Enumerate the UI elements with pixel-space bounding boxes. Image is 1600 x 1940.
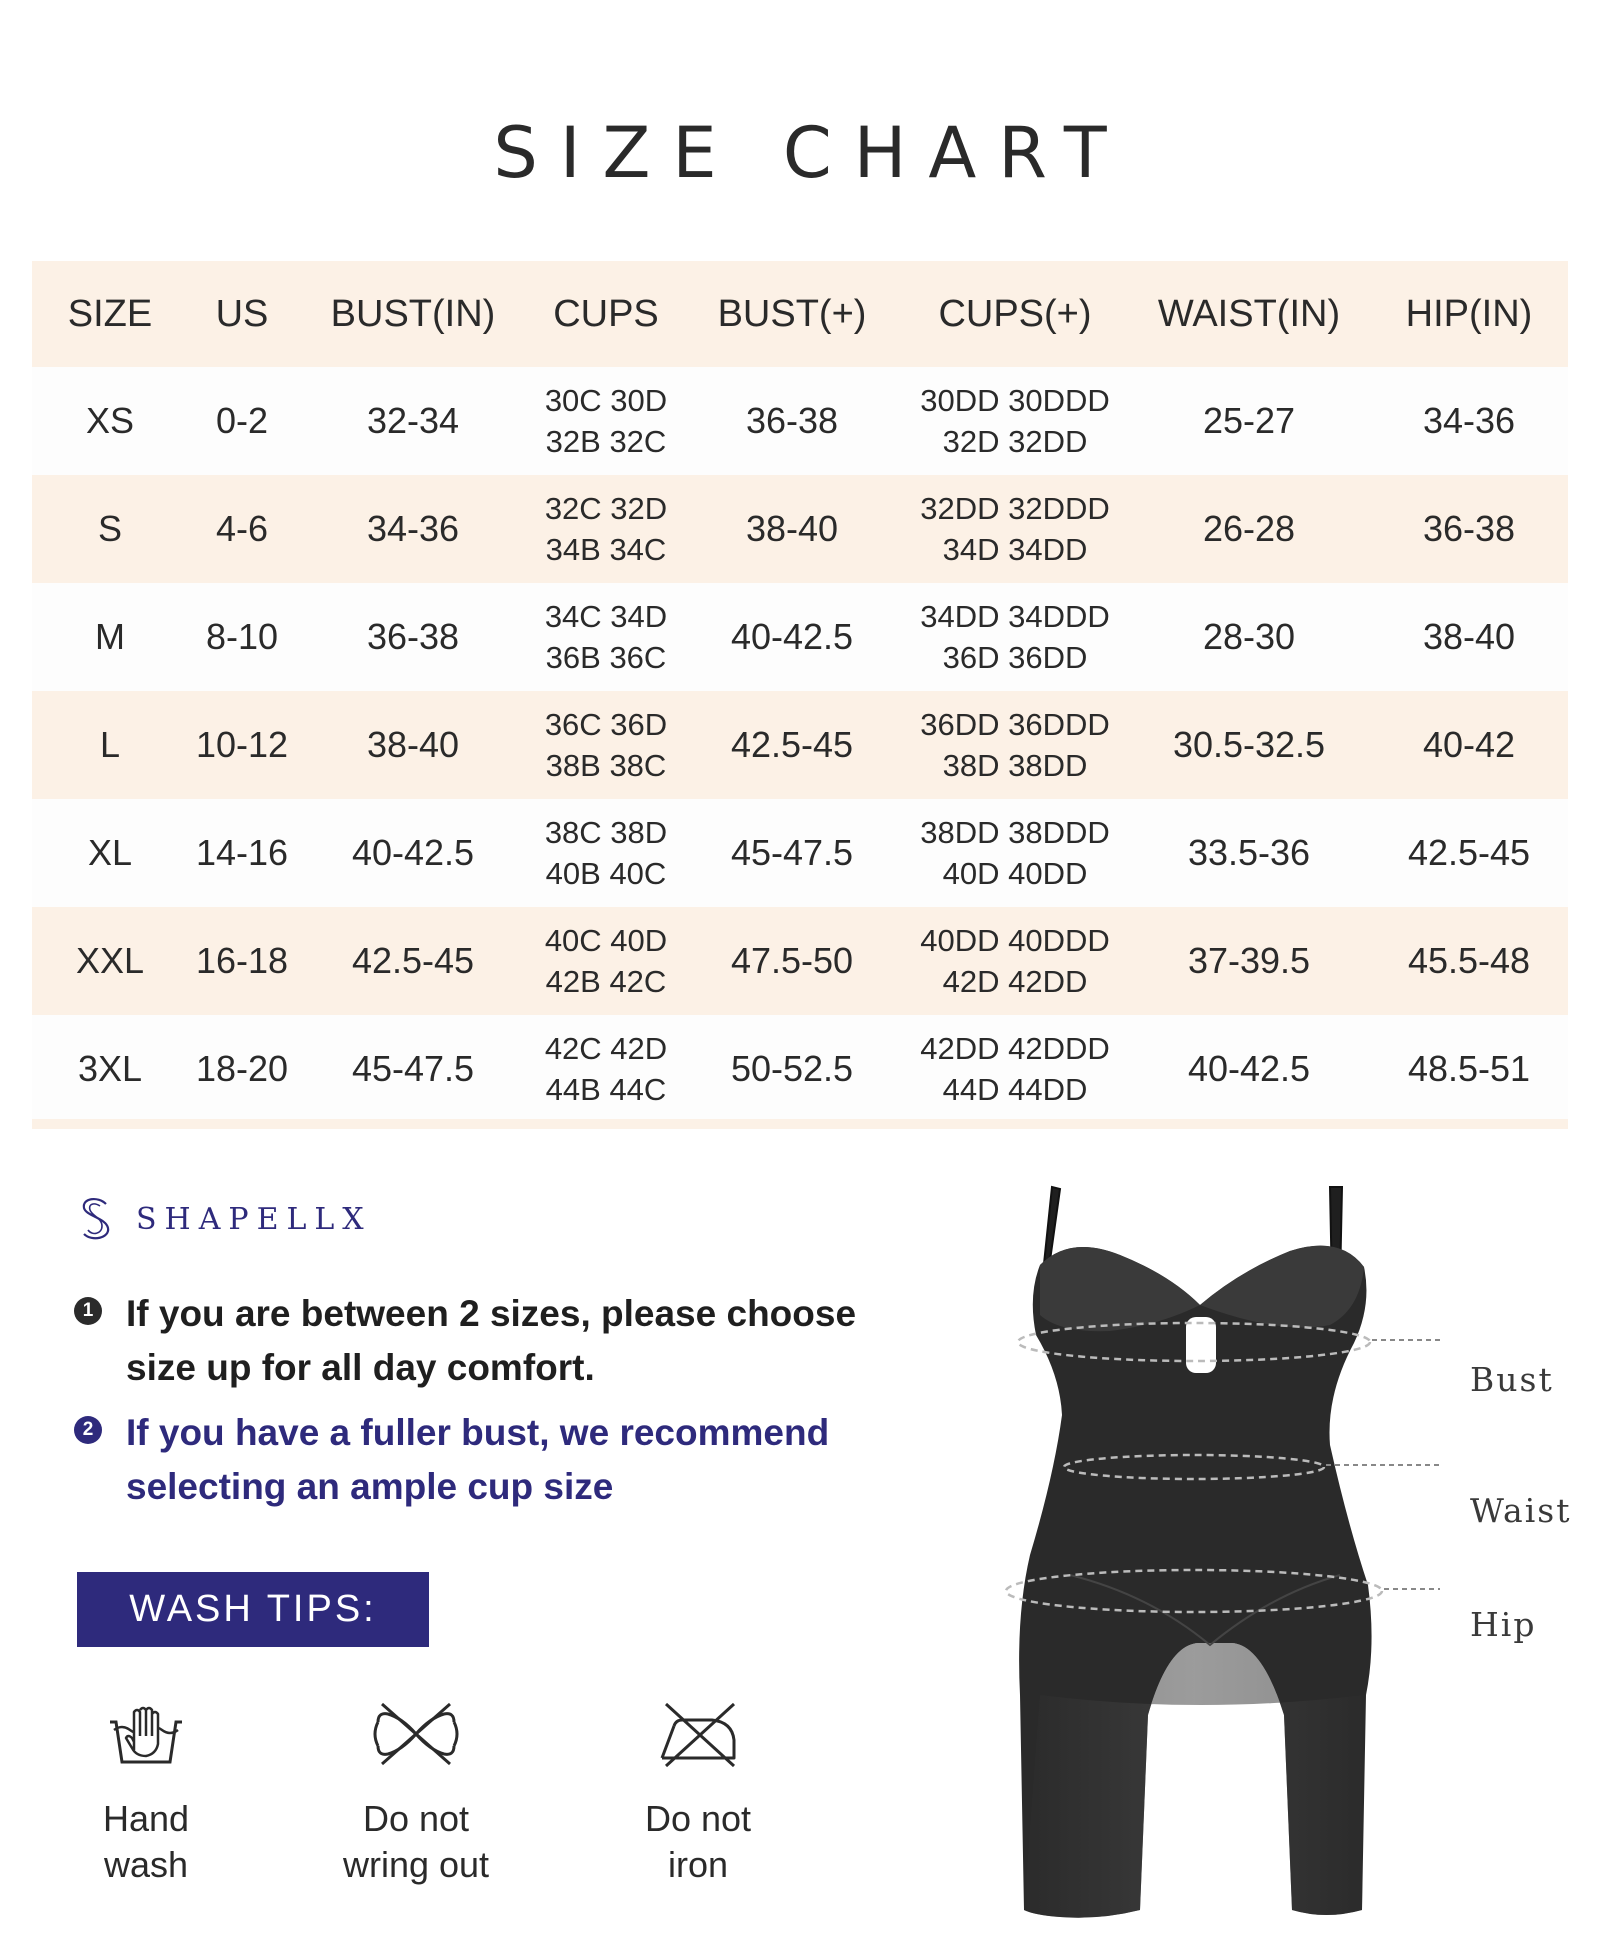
cups-cell	[530, 583, 682, 691]
bust-plus-cell: 40-42.5	[730, 616, 854, 657]
us-cell: 14-16	[195, 832, 289, 873]
size-cell: XXL	[75, 940, 145, 981]
tip-text-line: selecting an ample cup size	[126, 1466, 614, 1507]
waist-label: Waist	[1470, 1491, 1572, 1530]
cups-line: 36C 36D	[544, 707, 668, 742]
tip-text	[126, 1406, 829, 1514]
cups-plus-cell	[902, 907, 1128, 1015]
hip-label: Hip	[1470, 1605, 1537, 1644]
table-row	[32, 475, 1568, 583]
cups-line: 34B 34C	[545, 532, 667, 567]
bust-plus-cell: 45-47.5	[730, 832, 854, 873]
cups-plus-line: 42D 42DD	[942, 964, 1088, 999]
table-row	[32, 583, 1568, 691]
size-cell: 3XL	[77, 1048, 143, 1089]
cups-cell	[530, 367, 682, 475]
cups-plus-line: 44D 44DD	[942, 1072, 1088, 1107]
table-row	[32, 907, 1568, 1015]
care-label-line: Do not	[362, 1798, 470, 1839]
column-header: CUPS	[553, 292, 659, 335]
cups-plus-line: 30DD 30DDD	[920, 383, 1110, 418]
bust-plus-cell: 42.5-45	[730, 724, 854, 765]
bust-cell: 34-36	[366, 508, 460, 549]
hand-wash-icon	[106, 1700, 186, 1768]
brand-logo-icon	[76, 1196, 116, 1242]
size-cell: XL	[87, 832, 133, 873]
cups-plus-line: 40DD 40DDD	[920, 923, 1110, 958]
brand-logo-group	[76, 1196, 372, 1242]
care-item-do-not-wring	[296, 1700, 536, 1888]
cups-plus-line: 34D 34DD	[942, 532, 1088, 567]
cups-line: 38C 38D	[544, 815, 668, 850]
cups-line: 42C 42D	[544, 1031, 668, 1066]
cups-plus-cell	[902, 799, 1128, 907]
tip-text	[126, 1287, 856, 1395]
hip-cell: 38-40	[1422, 616, 1516, 657]
cups-cell	[530, 907, 682, 1015]
cups-cell	[530, 799, 682, 907]
cups-cell	[530, 1015, 682, 1123]
bust-cell: 36-38	[366, 616, 460, 657]
care-label	[26, 1796, 266, 1888]
care-label-line: iron	[667, 1844, 729, 1885]
cups-cell	[530, 691, 682, 799]
us-cell: 18-20	[195, 1048, 289, 1089]
table-row	[32, 691, 1568, 799]
cups-line: 40B 40C	[545, 856, 667, 891]
table-row	[32, 367, 1568, 475]
bust-cell: 38-40	[366, 724, 460, 765]
bodysuit-illustration	[1000, 1175, 1480, 1930]
bust-cell: 32-34	[366, 400, 460, 441]
bust-plus-cell: 47.5-50	[730, 940, 854, 981]
us-cell: 10-12	[195, 724, 289, 765]
cups-plus-cell	[902, 1015, 1128, 1123]
waist-cell: 40-42.5	[1187, 1048, 1311, 1089]
waist-cell: 37-39.5	[1187, 940, 1311, 981]
cups-plus-line: 36D 36DD	[942, 640, 1088, 675]
table-bottom-divider	[32, 1119, 1568, 1129]
care-label-line: Hand	[102, 1798, 190, 1839]
cups-line: 40C 40D	[544, 923, 668, 958]
cups-plus-line: 32DD 32DDD	[920, 491, 1110, 526]
bust-cell: 40-42.5	[351, 832, 475, 873]
care-label	[296, 1796, 536, 1888]
care-item-do-not-iron	[578, 1700, 818, 1888]
care-label-line: wring out	[342, 1844, 490, 1885]
column-header: BUST(+)	[717, 292, 867, 335]
cups-line: 30C 30D	[544, 383, 668, 418]
waist-cell: 30.5-32.5	[1172, 724, 1326, 765]
fit-tip-2	[74, 1406, 914, 1514]
size-chart-table	[32, 261, 1568, 1123]
do-not-wring-icon	[368, 1700, 464, 1768]
cups-plus-line: 32D 32DD	[942, 424, 1088, 459]
cups-line: 42B 42C	[545, 964, 667, 999]
cups-plus-line: 36DD 36DDD	[920, 707, 1110, 742]
hip-cell: 40-42	[1422, 724, 1516, 765]
hip-cell: 42.5-45	[1407, 832, 1531, 873]
us-cell: 16-18	[195, 940, 289, 981]
cups-plus-cell	[902, 691, 1128, 799]
cups-line: 34C 34D	[544, 599, 668, 634]
fit-tip-1	[74, 1287, 914, 1395]
waist-cell: 25-27	[1202, 400, 1296, 441]
care-label-line: wash	[103, 1844, 189, 1885]
size-cell: M	[95, 616, 125, 657]
care-item-hand-wash	[26, 1700, 266, 1888]
column-header: HIP(IN)	[1405, 292, 1533, 335]
cups-plus-line: 38DD 38DDD	[920, 815, 1110, 850]
column-header: WAIST(IN)	[1157, 292, 1341, 335]
size-cell: L	[99, 724, 121, 765]
cups-line: 32C 32D	[544, 491, 668, 526]
bust-label: Bust	[1470, 1360, 1554, 1399]
bust-plus-cell: 36-38	[745, 400, 839, 441]
brand-name: SHAPELLX	[136, 1201, 372, 1237]
cups-plus-cell	[902, 367, 1128, 475]
hip-cell: 34-36	[1422, 400, 1516, 441]
cups-plus-line: 38D 38DD	[942, 748, 1088, 783]
care-label-line: Do not	[644, 1798, 752, 1839]
cups-line: 32B 32C	[545, 424, 667, 459]
cups-plus-line: 34DD 34DDD	[920, 599, 1110, 634]
bust-cell: 42.5-45	[351, 940, 475, 981]
table-header-row	[32, 261, 1568, 367]
tip-number-badge: 2	[74, 1416, 102, 1444]
tip-text-line: If you are between 2 sizes, please choose	[126, 1293, 857, 1334]
tip-text-line: size up for all day comfort.	[126, 1347, 595, 1388]
tip-text-line: If you have a fuller bust, we recommend	[126, 1412, 830, 1453]
us-cell: 4-6	[215, 508, 269, 549]
cups-plus-cell	[902, 475, 1128, 583]
table-row	[32, 799, 1568, 907]
table-row	[32, 1015, 1568, 1123]
hip-cell: 36-38	[1422, 508, 1516, 549]
waist-cell: 28-30	[1202, 616, 1296, 657]
wash-tips-heading: WASH TIPS:	[77, 1572, 429, 1647]
cups-line: 36B 36C	[545, 640, 667, 675]
bust-plus-cell: 38-40	[745, 508, 839, 549]
cups-plus-cell	[902, 583, 1128, 691]
column-header: SIZE	[67, 292, 153, 335]
us-cell: 0-2	[215, 400, 269, 441]
cups-line: 44B 44C	[545, 1072, 667, 1107]
us-cell: 8-10	[205, 616, 279, 657]
column-header: US	[215, 292, 269, 335]
size-cell: S	[97, 508, 122, 549]
column-header: CUPS(+)	[938, 292, 1092, 335]
cups-plus-line: 40D 40DD	[942, 856, 1088, 891]
cups-cell	[530, 475, 682, 583]
column-header: BUST(IN)	[330, 292, 496, 335]
tip-number-badge: 1	[74, 1297, 102, 1325]
hip-cell: 48.5-51	[1407, 1048, 1531, 1089]
bust-cell: 45-47.5	[351, 1048, 475, 1089]
cups-plus-line: 42DD 42DDD	[920, 1031, 1110, 1066]
cups-line: 38B 38C	[545, 748, 667, 783]
do-not-iron-icon	[656, 1700, 740, 1768]
care-label	[578, 1796, 818, 1888]
waist-cell: 33.5-36	[1187, 832, 1311, 873]
page-title: SIZE CHART	[493, 112, 1129, 194]
hip-cell: 45.5-48	[1407, 940, 1531, 981]
size-cell: XS	[85, 400, 135, 441]
waist-cell: 26-28	[1202, 508, 1296, 549]
bust-plus-cell: 50-52.5	[730, 1048, 854, 1089]
